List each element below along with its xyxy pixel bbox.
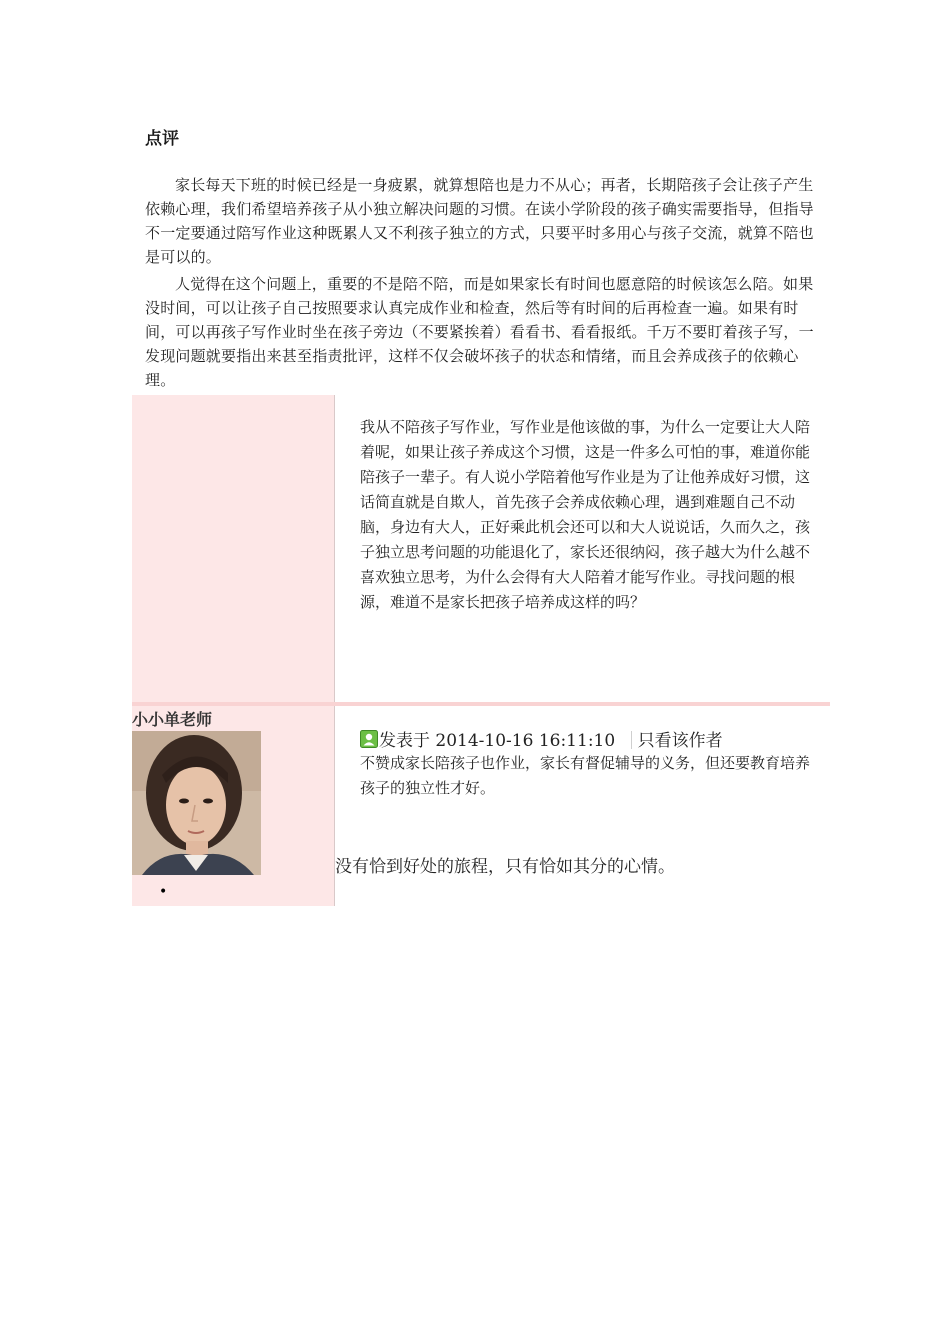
user-signature: 没有恰到好处的旅程，只有恰如其分的心情。 xyxy=(335,857,675,877)
reply-body-1: 我从不陪孩子写作业，写作业是他该做的事，为什么一定要让大人陪着呢，如果让孩子养成这个习惯，这是一件多么可怕的事，难道你能陪孩子一辈子。有人说小学陪着他写作业是为了让他养成好习惯，这话简直就是自欺人，首先孩子会养成依赖心理，遇到难题自己不动脑，身边有大人，正好乘此机会还可以和大人说说话，久而久之，孩子独立思考问题的功能退化了，家长还很纳闷，孩子越大为什么越不喜欢独立思考，为什么会得有大人陪着才能写作业。寻找问题的根源，难道不是家长把孩子培养成这样的吗？ xyxy=(360,418,811,611)
author-name[interactable]: 小小单老师 xyxy=(132,710,213,729)
meta-separator xyxy=(631,731,632,749)
online-user-icon xyxy=(360,730,378,748)
post-meta xyxy=(360,726,723,751)
reply-body-2: 不赞成家长陪孩子也作业，家长有督促辅导的义务，但还要教育培养孩子的独立性才好。 xyxy=(360,754,811,797)
only-author-link[interactable]: 只看该作者 xyxy=(637,731,723,751)
forum-post-table xyxy=(132,395,830,906)
posted-time: 2014-10-16 16:11:10 xyxy=(435,731,616,751)
avatar-portrait-icon xyxy=(132,731,261,875)
review-paragraph-2: 人觉得在这个问题上，重要的不是陪不陪，而是如果家长有时间也愿意陪的时候该怎么陪。如果没时间，可以让孩子自己按照要求认真完成作业和检查，然后等有时间的后再检查一遍。如果有时间，可以再孩子写作业时坐在孩子旁边（不要紧挨着）看看书、看看报纸。千万不要盯着孩子写，一发现问题就要指出来甚至指责批评，这样不仅会破坏孩子的状态和情绪，而且会养成孩子的依赖心理。 xyxy=(145,275,814,389)
review-heading: 点评 xyxy=(145,129,179,149)
review-paragraph-1: 家长每天下班的时候已经是一身疲累，就算想陪也是力不从心；再者，长期陪孩子会让孩子产生依赖心理，我们希望培养孩子从小独立解决问题的习惯。在读小学阶段的孩子确实需要指导，但指导不一定要通过陪写作业这种既累人又不利孩子独立的方式，只要平时多用心与孩子交流，就算不陪也是可以的。 xyxy=(145,176,814,266)
posted-label: 发表于 xyxy=(379,731,430,751)
list-bullet: • xyxy=(159,884,168,900)
avatar[interactable] xyxy=(132,731,261,875)
post-divider xyxy=(132,702,830,706)
